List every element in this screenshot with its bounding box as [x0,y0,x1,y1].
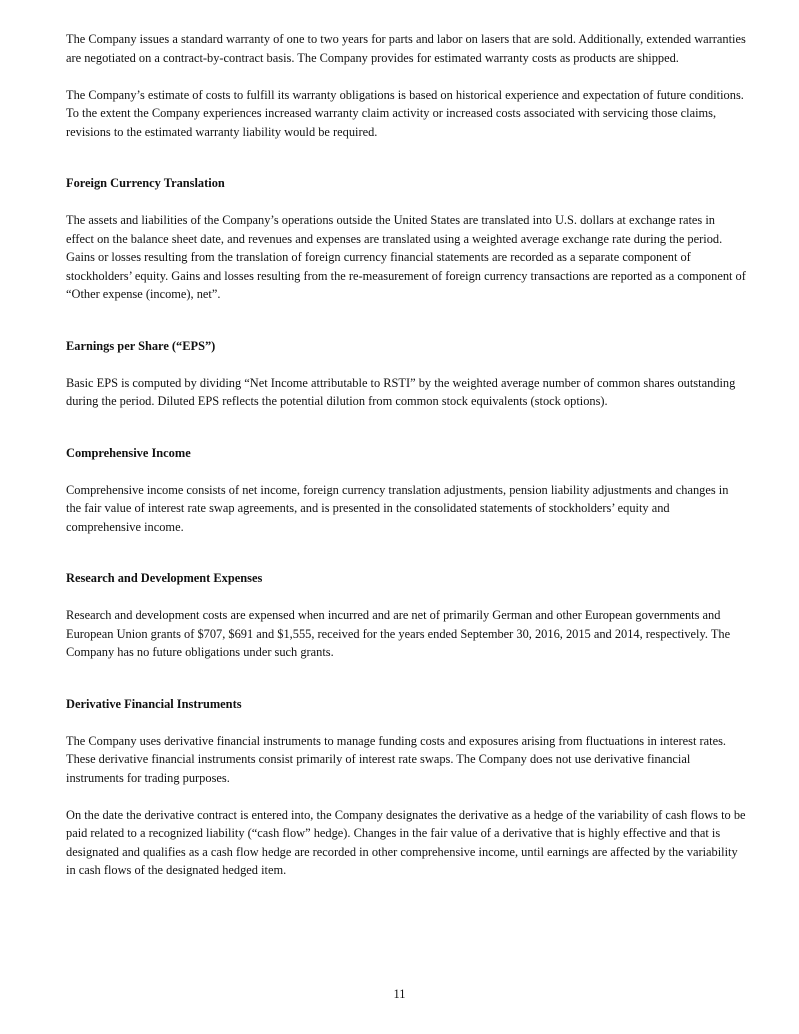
derivatives-paragraph-1: The Company uses derivative financial instruments to manage funding costs and exposures arising from fluctuations in interest rates. These derivative financial instruments consist primarily of interest rate swaps. The Company does not use derivative financial instruments for trading purposes. [66,733,726,785]
warranty-section [66,30,746,141]
document-page [66,30,746,880]
foreign-currency-section [66,174,746,304]
research-development-section [66,569,746,662]
derivatives-section [66,695,746,880]
section-heading-eps: Earnings per Share (“EPS”) [66,338,216,353]
section-heading-derivatives: Derivative Financial Instruments [66,696,242,711]
warranty-paragraph-2: The Company’s estimate of costs to fulfill its warranty obligations is based on historical experience and expectation of future conditions. To the extent the Company experiences increased warranty claim activity or increased costs associated with servicing those claims, revisions to the estimated warranty liability would be required. [66,87,744,139]
eps-paragraph: Basic EPS is computed by dividing “Net Income attributable to RSTI” by the weighted average number of common shares outstanding during the period. Diluted EPS reflects the potential dilution from common stock equivalents (stock options). [66,375,736,408]
section-heading-comprehensive-income: Comprehensive Income [66,445,191,460]
comprehensive-income-paragraph: Comprehensive income consists of net income, foreign currency translation adjustments, pension liability adjustments and changes in the fair value of interest rate swap agreements, and is presented in the consolidated statements of stockholders’ equity and comprehensive income. [66,482,729,534]
section-heading-research-development: Research and Development Expenses [66,571,263,585]
section-heading-foreign-currency: Foreign Currency Translation [66,176,225,190]
warranty-paragraph-1: The Company issues a standard warranty of one to two years for parts and labor on lasers that are sold. Additionally, extended warranties are negotiated on a contract-by-contract basis. The Company provides for estimated warranty costs as products are shipped. [66,32,746,65]
page-number: 11 [393,987,406,1001]
comprehensive-income-section [66,444,746,537]
research-development-paragraph: Research and development costs are expensed when incurred and are net of primarily German and other European governments and European Union grants of $707, $691 and $1,555, received for the years ended September 30, 2016, 2015 and 2014, respectively. The Company has no future obligations under such grants. [66,608,731,659]
derivatives-paragraph-2: On the date the derivative contract is entered into, the Company designates the derivative as a hedge of the variability of cash flows to be paid related to a recognized liability (“cash flow” hedge). Changes in the fair value of a derivative that is highly effective and that is designated and qualifies as a cash flow hedge are recorded in other comprehensive income, until earnings are affected by the variability in cash flows of the designated hedged item. [66,807,746,877]
foreign-currency-paragraph: The assets and liabilities of the Company’s operations outside the United States are translated into U.S. dollars at exchange rates in effect on the balance sheet date, and revenues and expenses are translated using a weighted average exchange rate during the period. Gains or losses resulting from the translation of foreign currency financial statements are recorded as a separate component of stockholders’ equity. Gains and losses resulting from the re-measurement of foreign currency transactions are reported as a component of “Other expense (income), net”. [66,213,746,301]
eps-section [66,337,746,411]
